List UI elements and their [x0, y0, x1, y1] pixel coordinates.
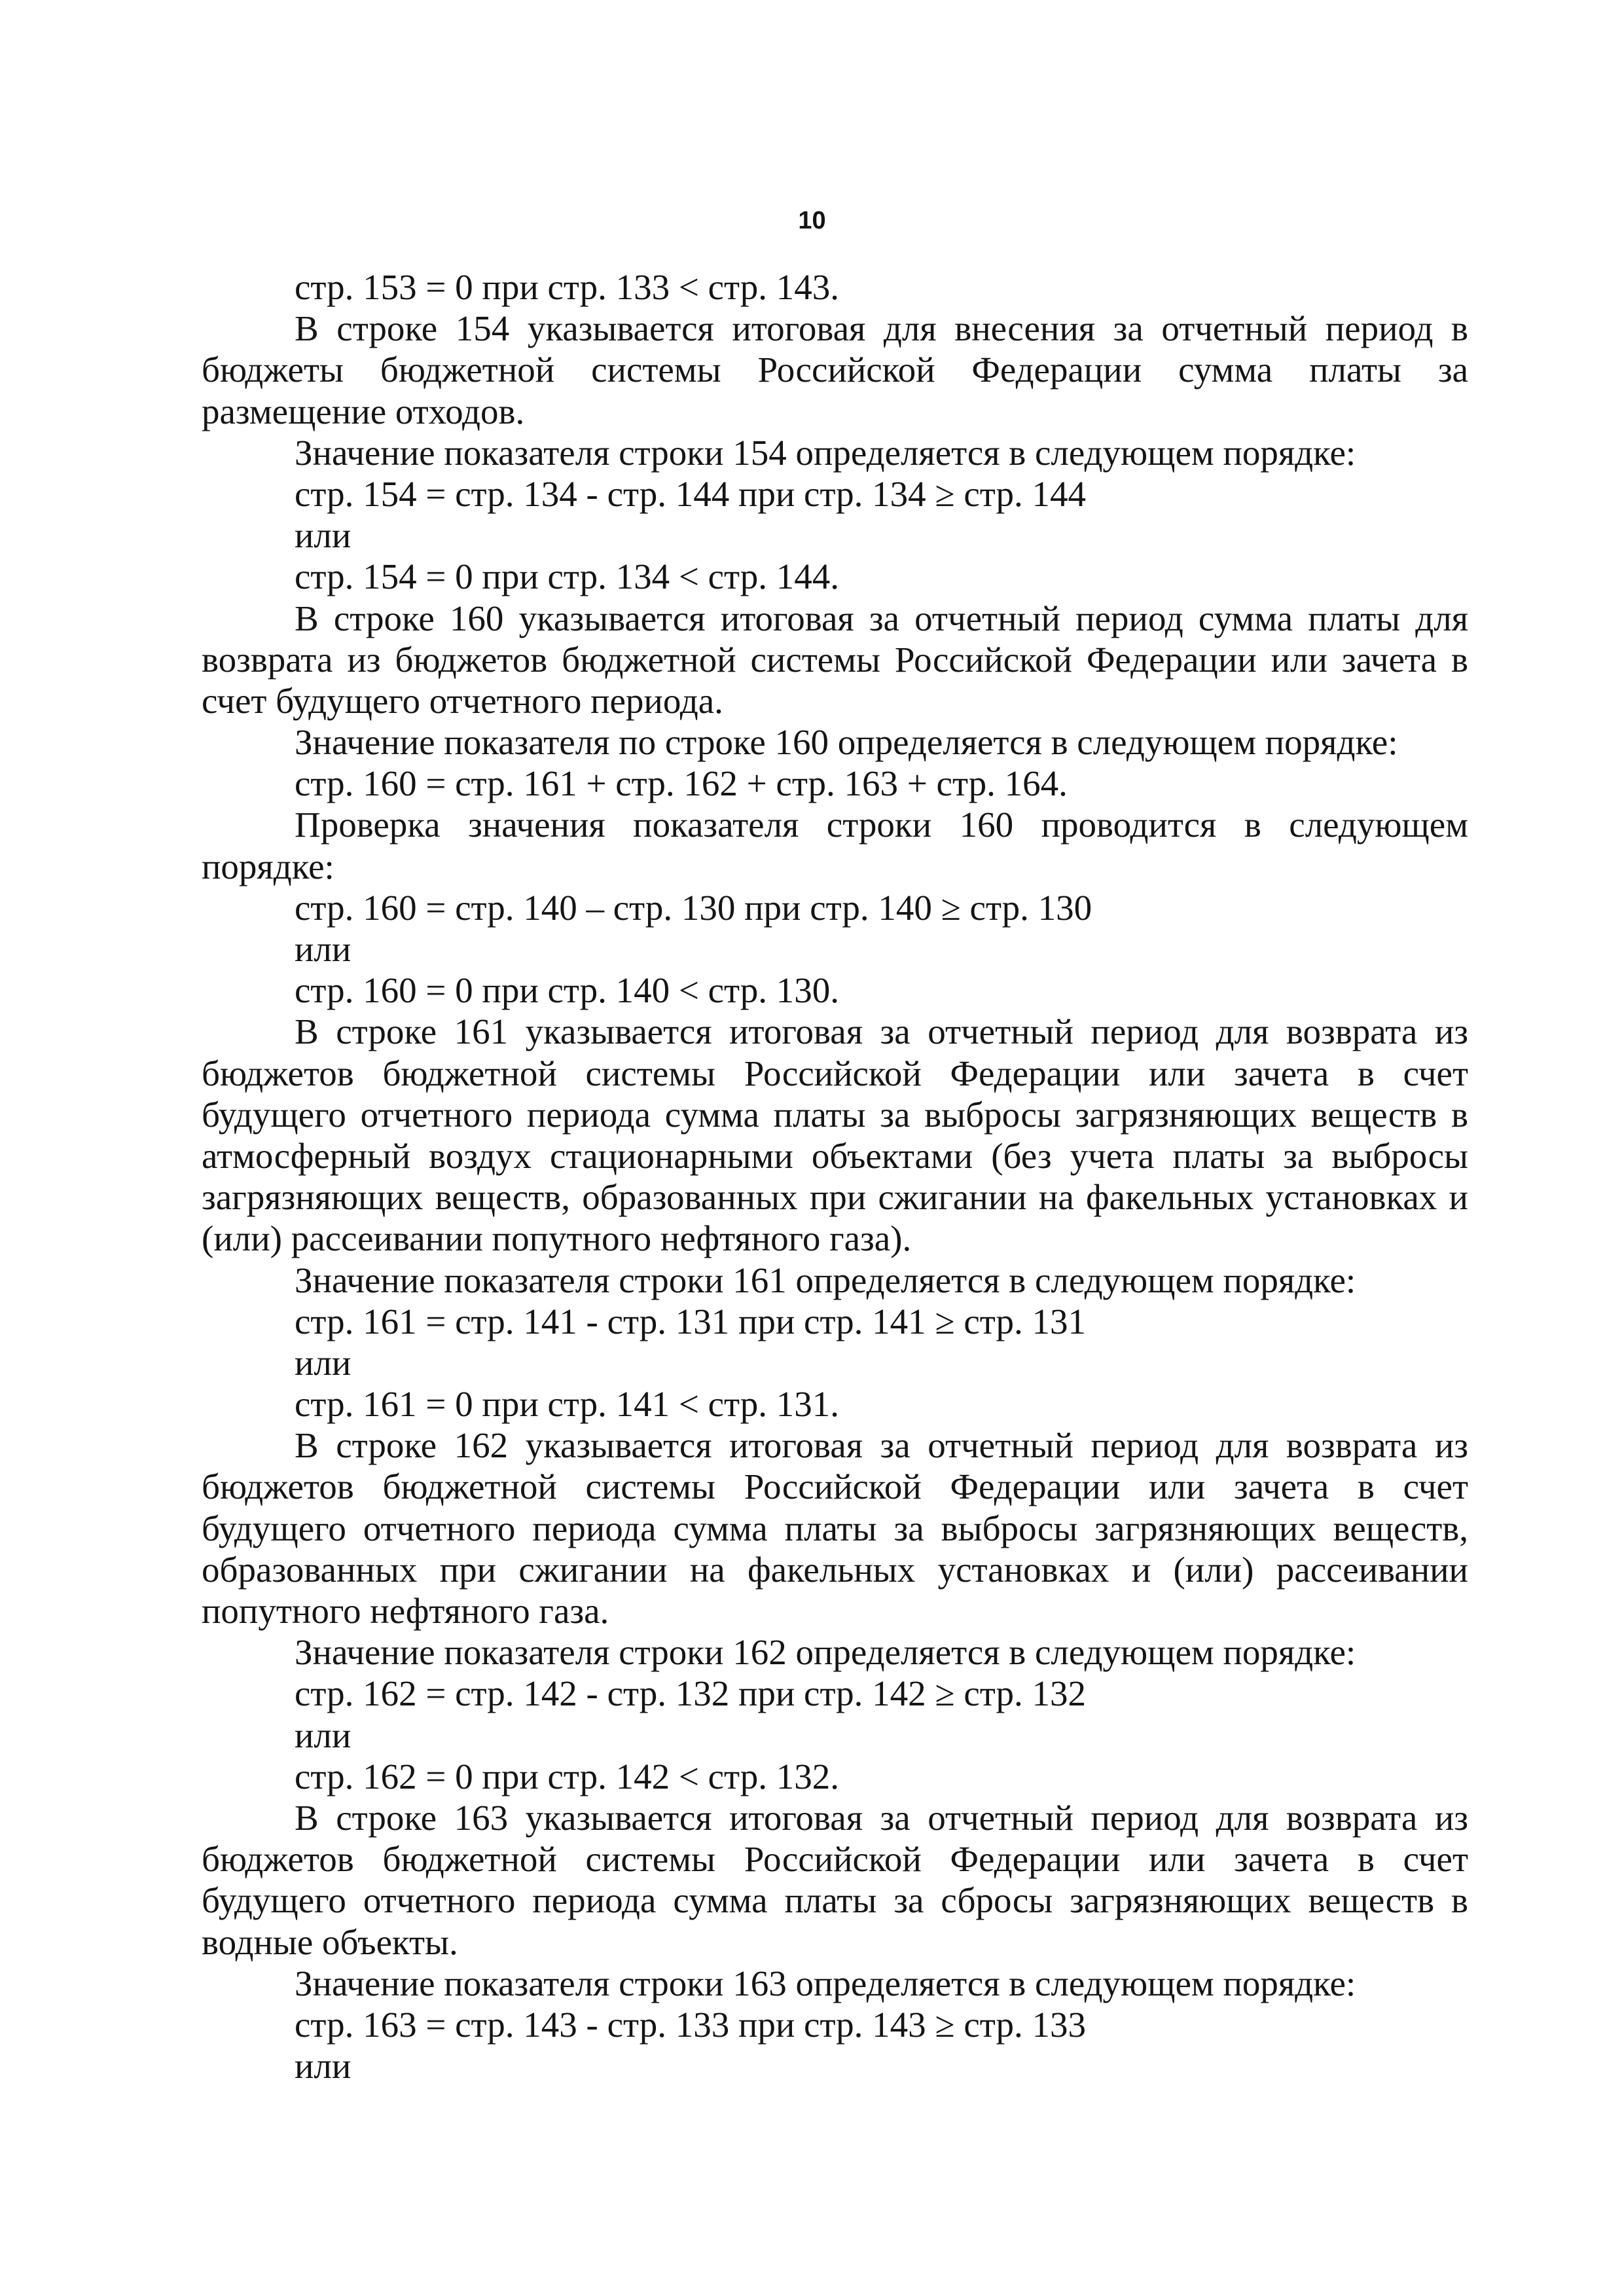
formula-line: стр. 154 = 0 при стр. 134 < стр. 144. [295, 556, 840, 597]
paragraph-line: попутного нефтяного газа. [202, 1591, 609, 1631]
formula-line: стр. 160 = стр. 161 + стр. 162 + стр. 163 + стр. 164. [295, 763, 1068, 804]
paragraph-line: В строке 162 указывается итоговая за отчетный период для возврата из [295, 1425, 1468, 1466]
paragraph-line: будущего отчетного периода сумма платы за выбросы загрязняющих веществ в [202, 1094, 1468, 1135]
formula-connector: или [295, 929, 352, 969]
paragraph-line: Значение показателя строки 154 определяется в следующем порядке: [295, 432, 1356, 473]
paragraph-line: В строке 163 указывается итоговая за отчетный период для возврата из [295, 1797, 1468, 1838]
paragraph-line: будущего отчетного периода сумма платы за сбросы загрязняющих веществ в [202, 1880, 1468, 1921]
formula-line: стр. 162 = 0 при стр. 142 < стр. 132. [295, 1756, 840, 1796]
document-body [202, 266, 1468, 2086]
formula-line: стр. 154 = стр. 134 - стр. 144 при стр. 134 ≥ стр. 144 [295, 473, 1086, 514]
paragraph-line: Значение показателя строки 163 определяется в следующем порядке: [295, 1963, 1356, 2003]
paragraph-line: В строке 160 указывается итоговая за отчетный период сумма платы для [295, 598, 1468, 638]
paragraph-line: размещение отходов. [202, 391, 525, 431]
formula-connector: или [295, 2046, 352, 2086]
formula-line: стр. 153 = 0 при стр. 133 < стр. 143. [295, 267, 840, 307]
paragraph-line: порядке: [202, 846, 334, 886]
paragraph-line: Значение показателя строки 161 определяется в следующем порядке: [295, 1260, 1356, 1300]
paragraph-line: счет будущего отчетного периода. [202, 680, 723, 721]
formula-line: стр. 160 = стр. 140 – стр. 130 при стр. 140 ≥ стр. 130 [295, 887, 1092, 928]
formula-connector: или [295, 1342, 352, 1383]
formula-line: стр. 161 = 0 при стр. 141 < стр. 131. [295, 1384, 840, 1425]
paragraph-line: В строке 154 указывается итоговая для внесения за отчетный период в [295, 308, 1468, 349]
paragraph-line: (или) рассеивании попутного нефтяного газа). [202, 1218, 912, 1259]
paragraph-line: бюджетов бюджетной системы Российской Федерации или зачета в счет [202, 1467, 1468, 1507]
formula-line: стр. 163 = стр. 143 - стр. 133 при стр. 143 ≥ стр. 133 [295, 2004, 1086, 2045]
formula-line: стр. 161 = стр. 141 - стр. 131 при стр. 141 ≥ стр. 131 [295, 1301, 1086, 1341]
paragraph-line: будущего отчетного периода сумма платы за выбросы загрязняющих веществ, [202, 1508, 1468, 1548]
paragraph-line: водные объекты. [202, 1922, 458, 1962]
formula-connector: или [295, 1715, 352, 1755]
paragraph-line: В строке 161 указывается итоговая за отчетный период для возврата из [295, 1011, 1468, 1052]
paragraph-line: Проверка значения показателя строки 160 проводится в следующем [295, 805, 1468, 845]
paragraph-line: бюджетов бюджетной системы Российской Федерации или зачета в счет [202, 1839, 1468, 1880]
page-number: 10 [798, 207, 826, 234]
paragraph-line: загрязняющих веществ, образованных при сжигании на факельных установках и [202, 1177, 1468, 1218]
paragraph-line: образованных при сжигании на факельных установках и (или) рассеивании [202, 1549, 1468, 1590]
formula-line: стр. 160 = 0 при стр. 140 < стр. 130. [295, 970, 840, 1011]
paragraph-line: Значение показателя по строке 160 определяется в следующем порядке: [295, 722, 1398, 763]
paragraph-line: атмосферный воздух стационарными объектами (без учета платы за выбросы [202, 1135, 1468, 1176]
paragraph-line: возврата из бюджетов бюджетной системы Российской Федерации или зачета в [202, 639, 1468, 680]
paragraph-line: бюджетов бюджетной системы Российской Федерации или зачета в счет [202, 1053, 1468, 1093]
paragraph-line: Значение показателя строки 162 определяется в следующем порядке: [295, 1632, 1356, 1673]
paragraph-line: бюджеты бюджетной системы Российской Федерации сумма платы за [202, 350, 1468, 390]
formula-connector: или [295, 515, 352, 556]
formula-line: стр. 162 = стр. 142 - стр. 132 при стр. 142 ≥ стр. 132 [295, 1673, 1086, 1714]
